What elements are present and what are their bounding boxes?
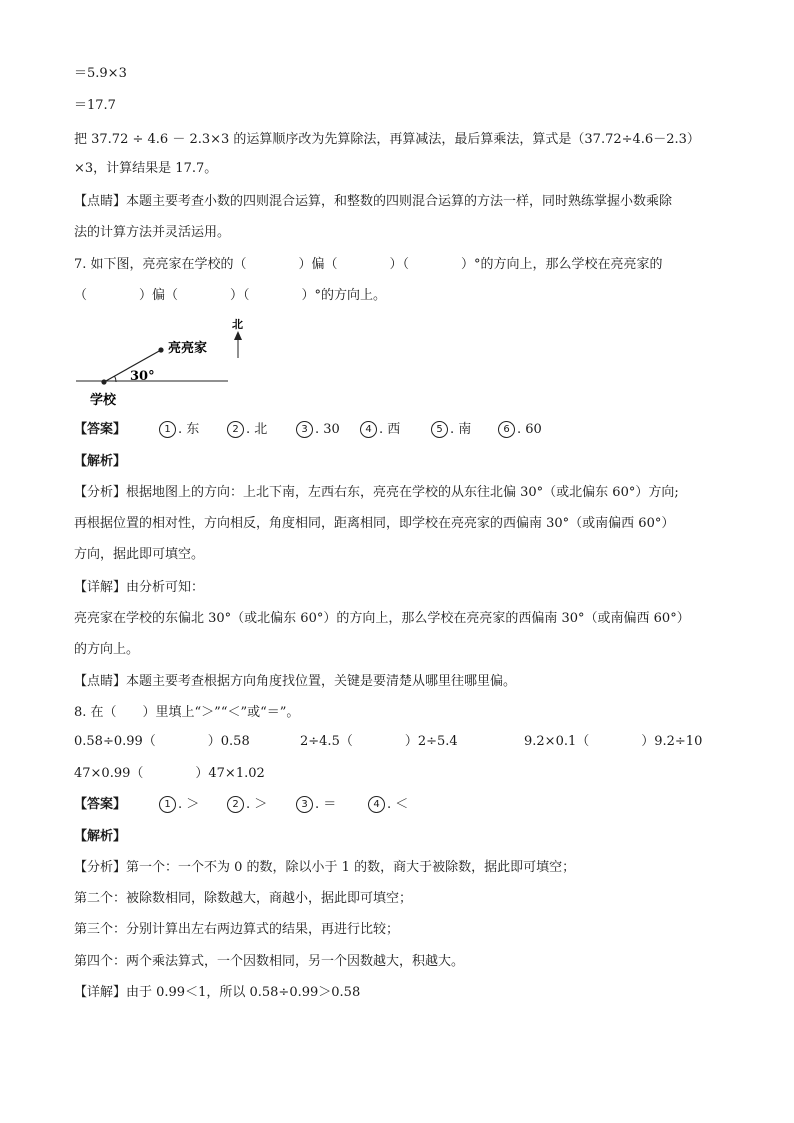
q7-xiangjie-3: 的方向上。 — [74, 642, 140, 657]
q7-analysis-heading: 【解析】 — [74, 454, 127, 469]
answer-item-4: 4 . ＜ — [368, 795, 408, 815]
q7-direction-figure — [76, 314, 276, 410]
school-label: 学校 — [90, 393, 117, 408]
answer-item-2: 2 . ＞ — [227, 795, 267, 815]
answer-value: 南 — [458, 422, 472, 437]
answer-item-1: 1 . 东 — [159, 420, 199, 440]
q8-expression-4: 47×0.99（ ）47×1.02 — [74, 766, 265, 781]
q8-xiangjie: 【详解】由于 0.99＜1，所以 0.58÷0.99＞0.58 — [74, 985, 361, 1000]
circled-number-icon: 1 — [159, 796, 176, 813]
q7-xiangjie-1: 【详解】由分析可知： — [74, 580, 205, 595]
home-label: 亮亮家 — [168, 341, 208, 356]
calc-step-2: ＝17.7 — [74, 98, 116, 113]
answer-value: 西 — [387, 422, 401, 437]
school-point — [101, 379, 106, 384]
answer-value: ＜ — [395, 797, 409, 812]
q8-expression-3: 9.2×0.1（ ）9.2÷10 — [524, 734, 703, 749]
circled-number-icon: 5 — [431, 421, 448, 438]
answer-value: ＝ — [323, 797, 337, 812]
answer-value: 60 — [525, 422, 542, 437]
north-arrow-icon — [234, 331, 242, 340]
q6-conclusion-2: ×3，计算结果是 17.7。 — [74, 161, 218, 176]
q6-dianjing-1: 【点睛】本题主要考查小数的四则混合运算，和整数的四则混合运算的方法一样，同时熟练掌握小数乘除 — [74, 194, 673, 209]
answer-item-6: 6 . 60 — [498, 420, 542, 440]
q7-answer-row — [74, 420, 744, 440]
q8-analysis-heading: 【解析】 — [74, 829, 127, 844]
q7-dianjing: 【点睛】本题主要考查根据方向角度找位置，关键是要清楚从哪里往哪里偏。 — [74, 674, 517, 689]
circled-number-icon: 4 — [368, 796, 385, 813]
q7-question-1: 7. 如下图，亮亮家在学校的（ ）偏（ ）（ ）°的方向上，那么学校在亮亮家的 — [74, 257, 663, 272]
q8-expressions-row-1 — [74, 732, 744, 752]
north-label: 北 — [232, 318, 243, 331]
circled-number-icon: 1 — [159, 421, 176, 438]
home-point — [158, 347, 163, 352]
q7-fenxi-1: 【分析】根据地图上的方向：上北下南，左西右东，亮亮在学校的从东往北偏 30°（或北偏东 60°）方向; — [74, 485, 679, 500]
q7-fenxi-2: 再根据位置的相对性，方向相反，角度相同，距离相同，即学校在亮亮家的西偏南 30°（或南偏西 60°） — [74, 516, 675, 531]
angle-label: 30° — [130, 369, 155, 384]
answer-label: 【答案】 — [74, 422, 127, 437]
answer-value: 30 — [323, 422, 340, 437]
q8-question: 8. 在（ ）里填上“＞”“＜”或“＝”。 — [74, 705, 300, 720]
calc-step-1: ＝5.9×3 — [74, 66, 127, 81]
answer-item-2: 2 . 北 — [227, 420, 267, 440]
answer-value: 北 — [254, 422, 268, 437]
q8-fenxi-3: 第三个：分别计算出左右两边算式的结果，再进行比较； — [74, 922, 400, 937]
q7-fenxi-3: 方向，据此即可填空。 — [74, 547, 205, 562]
answer-item-4: 4 . 西 — [360, 420, 400, 440]
circled-number-icon: 2 — [227, 421, 244, 438]
q6-conclusion-1: 把 37.72 ÷ 4.6 － 2.3×3 的运算顺序改为先算除法，再算减法，最后算乘法，算式是（37.72÷4.6－2.3） — [74, 132, 700, 147]
q8-fenxi-1: 【分析】第一个：一个不为 0 的数，除以小于 1 的数，商大于被除数，据此即可填空； — [74, 860, 576, 875]
circled-number-icon: 3 — [296, 796, 313, 813]
q8-expression-1: 0.58÷0.99（ ）0.58 — [74, 734, 250, 749]
answer-value: ＞ — [254, 797, 268, 812]
circled-number-icon: 6 — [498, 421, 515, 438]
q8-expression-2: 2÷4.5（ ）2÷5.4 — [300, 734, 458, 749]
q7-question-2: （ ）偏（ ）（ ）°的方向上。 — [74, 288, 387, 303]
answer-item-1: 1 . ＞ — [159, 795, 199, 815]
q6-dianjing-2: 法的计算方法并灵活运用。 — [74, 225, 231, 240]
q8-answer-row — [74, 795, 474, 815]
circled-number-icon: 4 — [360, 421, 377, 438]
circled-number-icon: 2 — [227, 796, 244, 813]
answer-value: 东 — [186, 422, 200, 437]
answer-item-3: 3 . 30 — [296, 420, 340, 440]
circled-number-icon: 3 — [296, 421, 313, 438]
answer-item-3: 3 . ＝ — [296, 795, 336, 815]
q8-fenxi-4: 第四个：两个乘法算式，一个因数相同，另一个因数越大，积越大。 — [74, 954, 465, 969]
answer-value: ＞ — [186, 797, 200, 812]
answer-item-5: 5 . 南 — [431, 420, 471, 440]
q7-xiangjie-2: 亮亮家在学校的东偏北 30°（或北偏东 60°）的方向上，那么学校在亮亮家的西偏南 30°（或南偏西 60°） — [74, 611, 690, 626]
q8-fenxi-2: 第二个：被除数相同，除数越大，商越小，据此即可填空； — [74, 891, 413, 906]
answer-label: 【答案】 — [74, 797, 127, 812]
